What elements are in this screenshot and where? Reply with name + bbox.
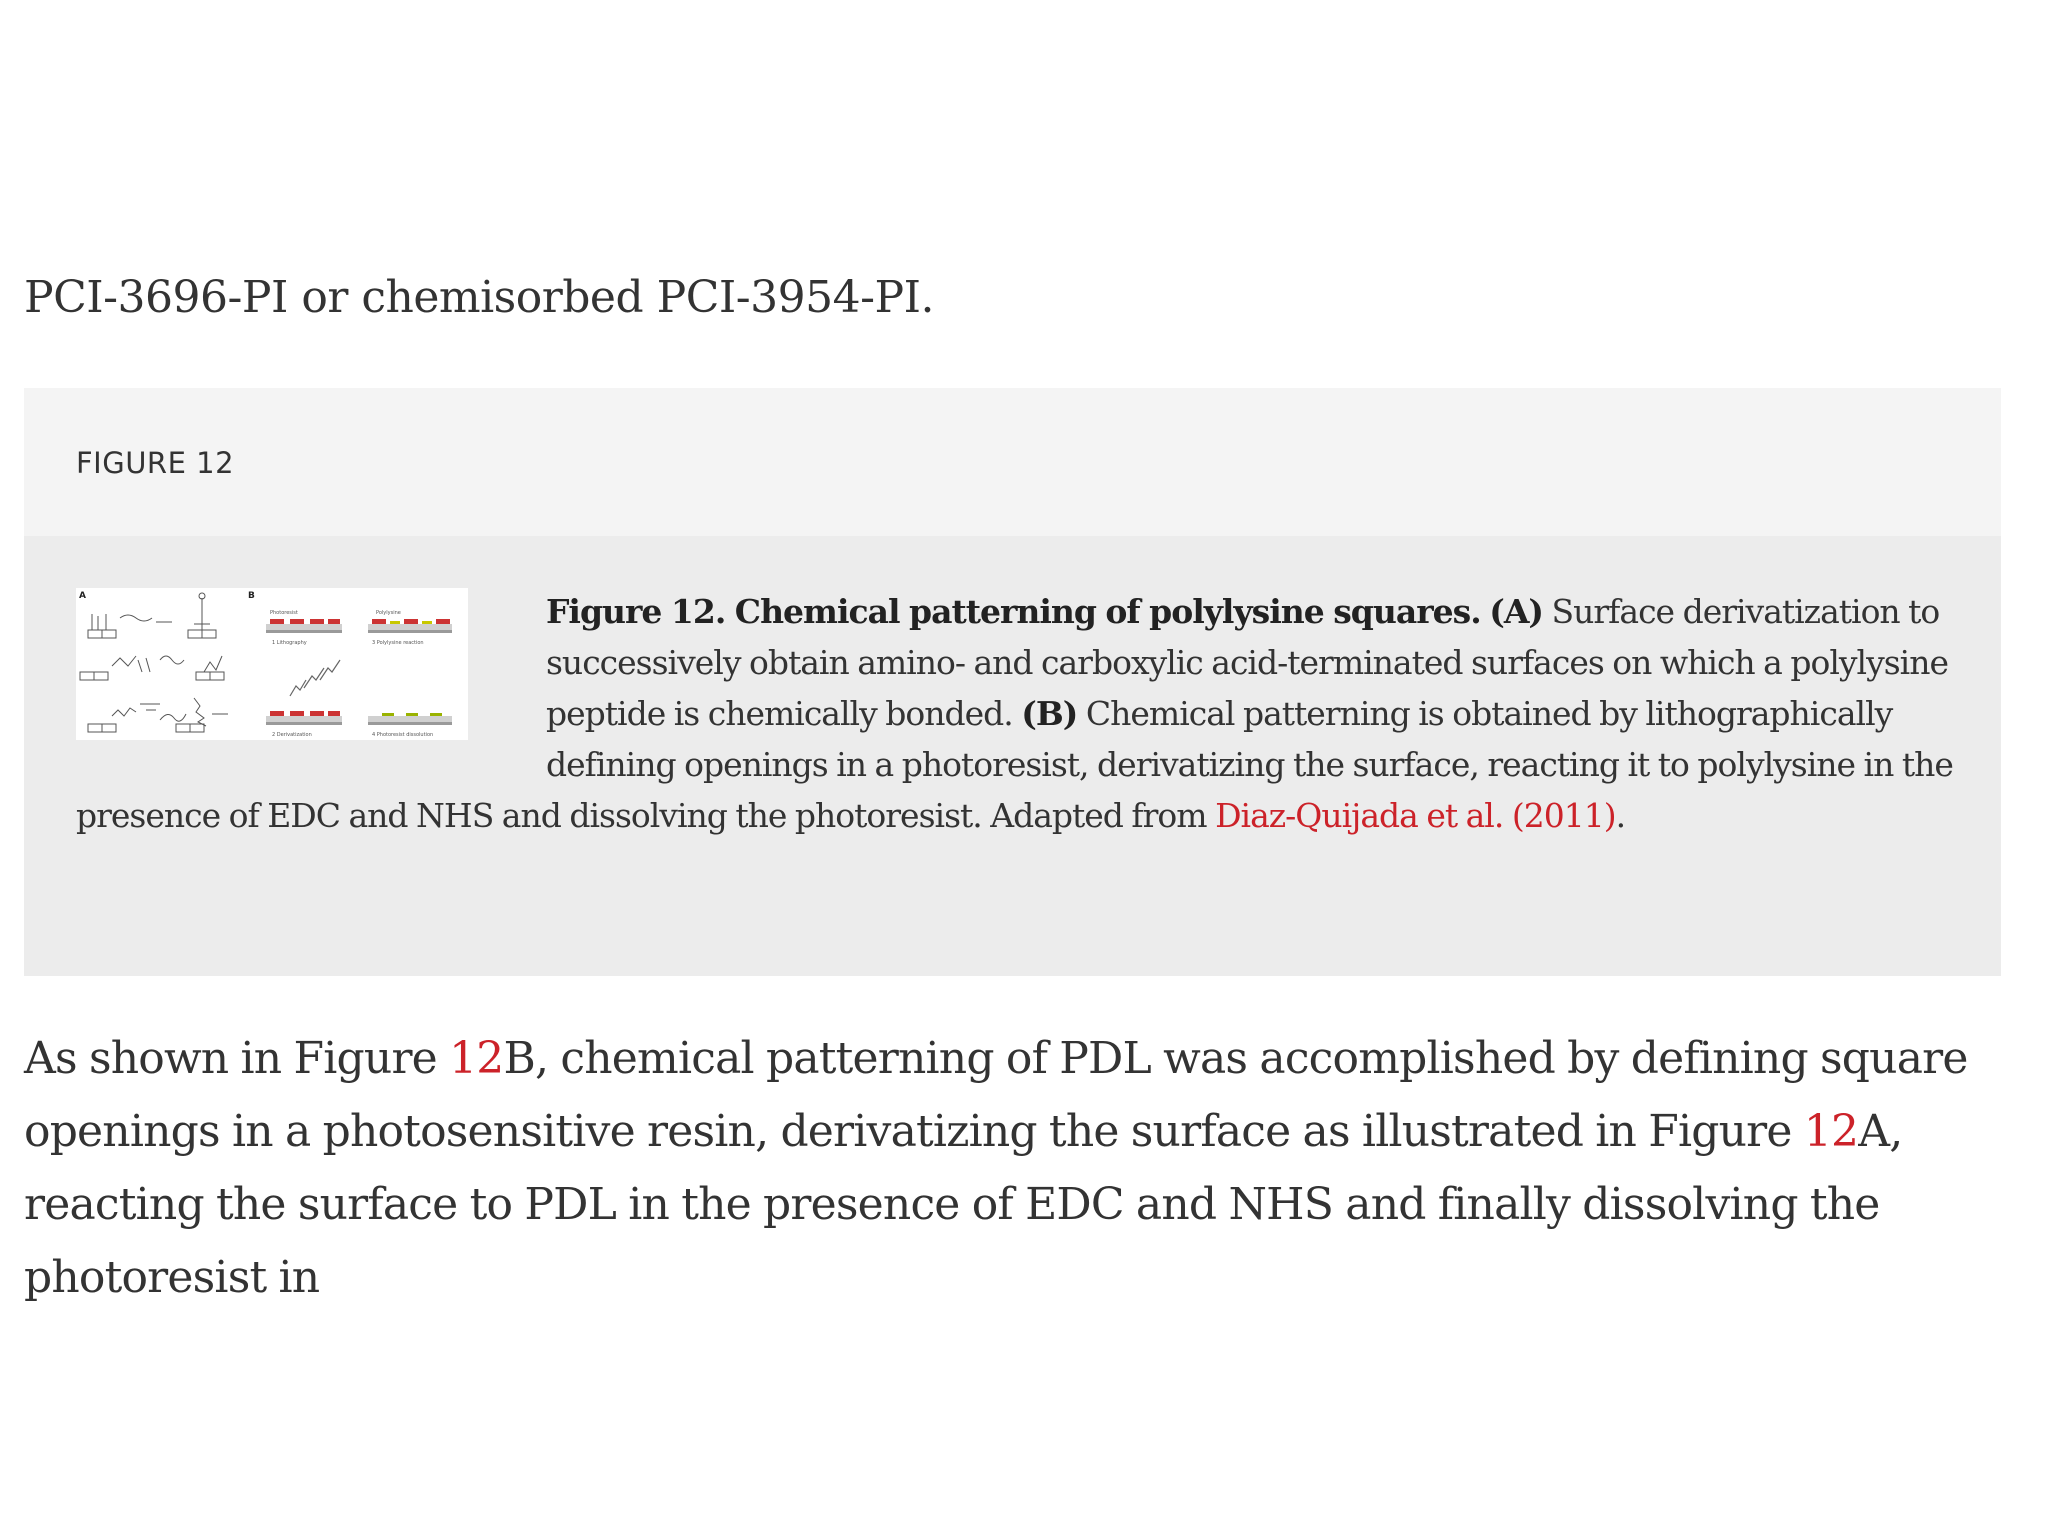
caption-marker-b: (B): [1021, 694, 1078, 733]
caption-float-spacer: [76, 586, 546, 786]
body-text-3: A, reacting the surface to PDL in the presence of EDC and NHS and finally dissolving the photoresist in: [24, 1106, 1903, 1303]
figure-panel: [24, 388, 2001, 976]
figure-12-link-a[interactable]: 12: [1803, 1106, 1859, 1157]
figure-header: [24, 388, 2001, 536]
reference-link[interactable]: Diaz-Quijada et al. (2011): [1215, 796, 1616, 835]
body-text-2: B, chemical patterning of PDL was accomplished by defining square openings in a photosensitive resin, derivatizing the surface as illustrated in Figure: [24, 1033, 1968, 1157]
step-4-label: 4 Photoresist dissolution: [372, 732, 434, 738]
caption-title: Figure 12. Chemical patterning of polylysine squares.: [546, 592, 1481, 631]
body-text-1: As shown in Figure: [24, 1033, 450, 1084]
photoresist-label: Photoresist: [270, 610, 298, 616]
polylysine-label: Polylysine: [376, 610, 401, 616]
step-2-label: 2 Derivatization: [272, 732, 312, 738]
body-paragraph: [24, 1022, 2014, 1314]
panel-b-letter: B: [248, 591, 255, 601]
figure-caption: [76, 586, 1956, 841]
caption-text-b: Chemical patterning is obtained by lithographically defining openings in a photoresist, derivatizing the surface, reacting it to polylysine in the presence of EDC and NHS and dissolving the photoresist. Adapted from: [76, 694, 1953, 835]
figure-12-link-b[interactable]: 12: [449, 1033, 504, 1084]
caption-marker-a: (A): [1489, 592, 1544, 631]
intro-text-line: PCI-3696-PI or chemisorbed PCI-3954-PI.: [24, 272, 934, 323]
step-3-label: 3 Polylysine reaction: [372, 640, 424, 646]
cut-off-text-line: [24, 1255, 1864, 1261]
caption-text-a: Surface derivatization to successively obtain amino- and carboxylic acid-terminated surfaces on which a polylysine peptide is chemically bonded.: [546, 592, 1949, 733]
panel-a-letter: A: [79, 591, 86, 601]
caption-end: .: [1615, 796, 1626, 835]
step-1-label: 1 Lithography: [272, 640, 307, 646]
figure-label: FIGURE 12: [76, 446, 235, 480]
